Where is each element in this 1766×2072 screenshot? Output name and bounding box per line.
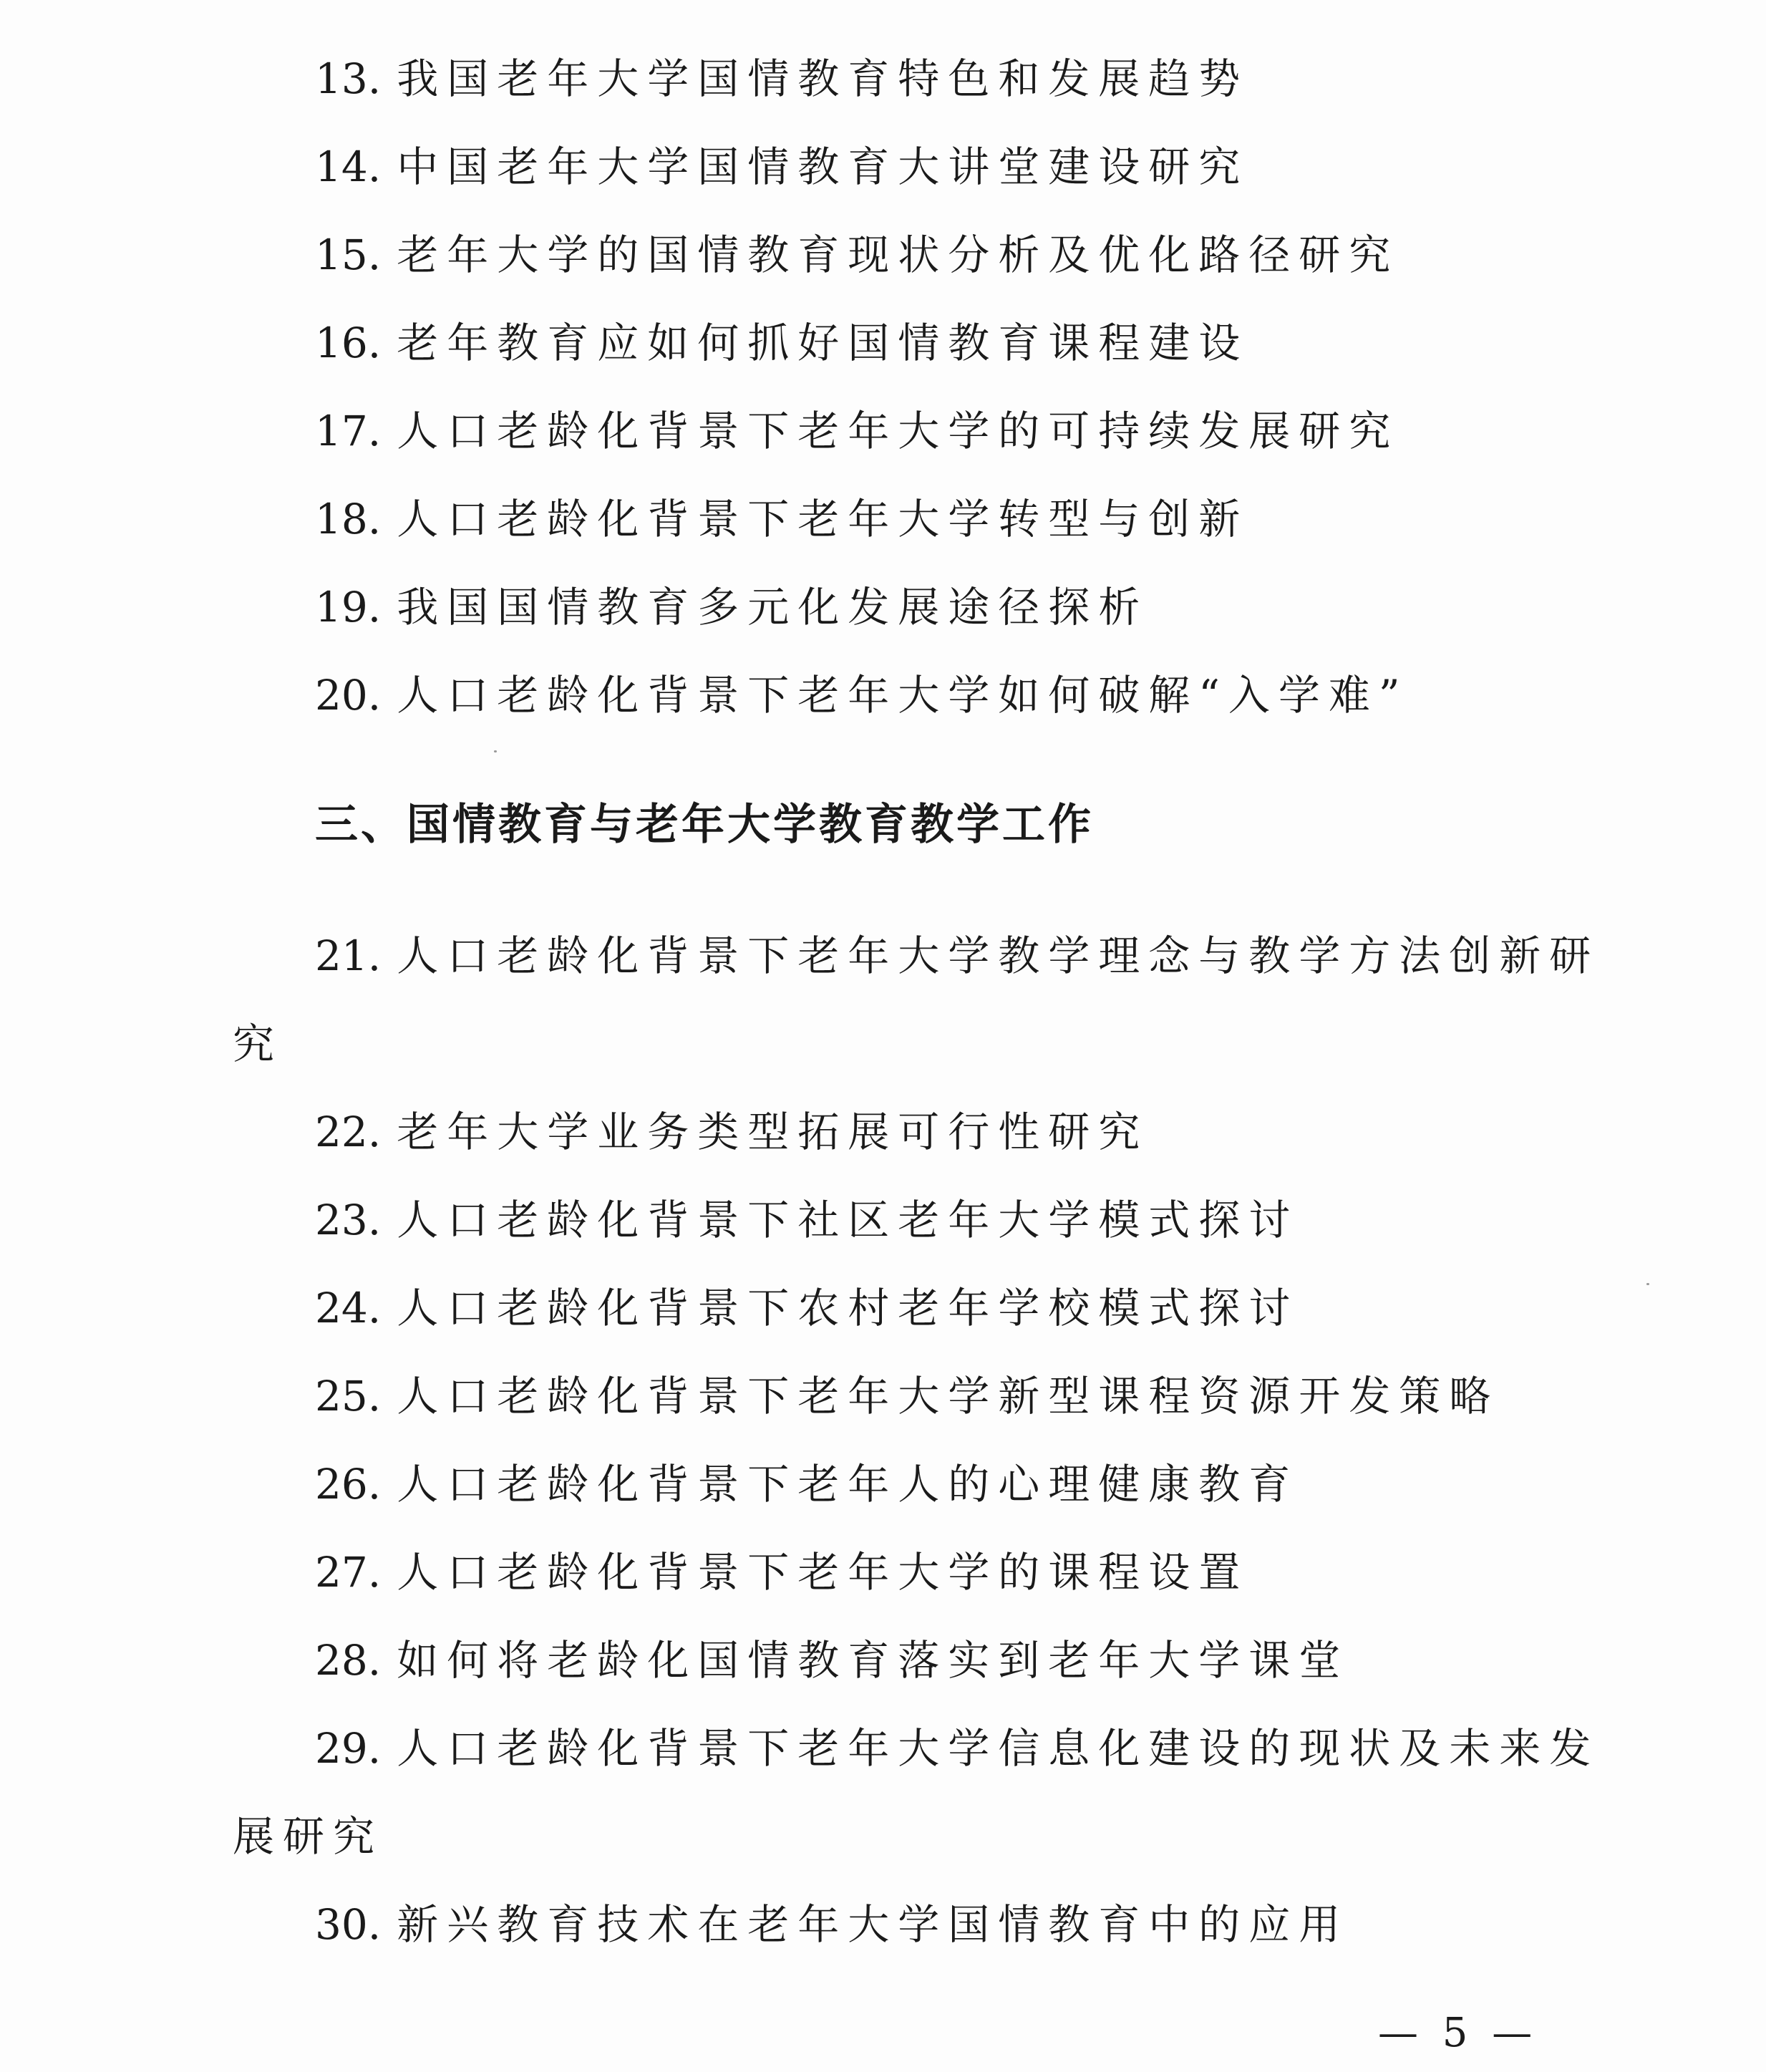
list-item — [315, 1103, 1148, 1161]
item-number: 17. — [315, 407, 382, 455]
list-item-continuation: 究 — [233, 1020, 283, 1068]
list-item — [315, 578, 1148, 636]
item-number: 24. — [315, 1284, 382, 1332]
list-item — [315, 1367, 1499, 1425]
list-item-continuation: 展研究 — [233, 1812, 384, 1861]
item-text: 我国老年大学国情教育特色和发展趋势 — [397, 54, 1249, 103]
item-number: 16. — [315, 319, 382, 367]
list-item — [315, 1191, 1299, 1249]
item-text: 我国国情教育多元化发展途径探析 — [397, 583, 1149, 631]
item-number: 23. — [315, 1196, 382, 1244]
item-text: 人口老龄化背景下老年大学转型与创新 — [397, 495, 1249, 543]
list-item — [315, 667, 1409, 724]
list-item — [315, 50, 1248, 107]
item-number: 28. — [315, 1636, 382, 1685]
list-item — [315, 1544, 1248, 1601]
item-text: 如何将老龄化国情教育落实到老年大学课堂 — [397, 1636, 1349, 1685]
list-item — [315, 1720, 1599, 1777]
item-text: 人口老龄化背景下老年大学的可持续发展研究 — [397, 407, 1399, 455]
item-text: 人口老龄化背景下老年大学的课程设置 — [397, 1548, 1249, 1597]
page-number: — 5 — — [1378, 2010, 1538, 2056]
item-text: 人口老龄化背景下农村老年学校模式探讨 — [397, 1284, 1299, 1332]
item-text: 人口老龄化背景下老年大学新型课程资源开发策略 — [397, 1372, 1500, 1420]
item-number: 18. — [315, 495, 382, 543]
item-text: 中国老年大学国情教育大讲堂建设研究 — [397, 142, 1249, 191]
list-item — [315, 490, 1248, 548]
item-number: 26. — [315, 1460, 382, 1509]
item-text: 老年教育应如何抓好国情教育课程建设 — [397, 319, 1249, 367]
item-number: 25. — [315, 1372, 382, 1420]
list-item — [315, 1279, 1299, 1337]
item-number: 19. — [315, 583, 382, 631]
item-text: 人口老龄化背景下社区老年大学模式探讨 — [397, 1196, 1299, 1244]
list-item — [315, 1896, 1349, 1953]
item-number: 15. — [315, 231, 382, 279]
item-text: 老年大学的国情教育现状分析及优化路径研究 — [397, 231, 1399, 279]
item-text: 人口老龄化背景下老年大学如何破解“入学难” — [397, 671, 1409, 720]
item-text: 老年大学业务类型拓展可行性研究 — [397, 1108, 1149, 1156]
item-text: 人口老龄化背景下老年人的心理健康教育 — [397, 1460, 1299, 1509]
scan-speck — [494, 750, 497, 752]
item-number: 27. — [315, 1548, 382, 1597]
item-number: 13. — [315, 54, 382, 103]
item-number: 30. — [315, 1900, 382, 1949]
list-item — [315, 226, 1399, 284]
item-text: 人口老龄化背景下老年大学教学理念与教学方法创新研 — [397, 931, 1600, 980]
item-number: 21. — [315, 931, 382, 980]
scan-speck — [1646, 1283, 1649, 1285]
list-item — [315, 314, 1248, 372]
list-item — [315, 402, 1399, 460]
list-item — [315, 1456, 1299, 1513]
item-number: 20. — [315, 671, 382, 720]
item-number: 29. — [315, 1724, 382, 1773]
item-text: 人口老龄化背景下老年大学信息化建设的现状及未来发 — [397, 1724, 1600, 1773]
section-heading: 三、国情教育与老年大学教育教学工作 — [315, 800, 1094, 850]
item-number: 22. — [315, 1108, 382, 1156]
list-item — [315, 927, 1599, 984]
list-item — [315, 1632, 1349, 1689]
list-item — [315, 138, 1248, 195]
item-number: 14. — [315, 142, 382, 191]
item-text: 新兴教育技术在老年大学国情教育中的应用 — [397, 1900, 1349, 1949]
